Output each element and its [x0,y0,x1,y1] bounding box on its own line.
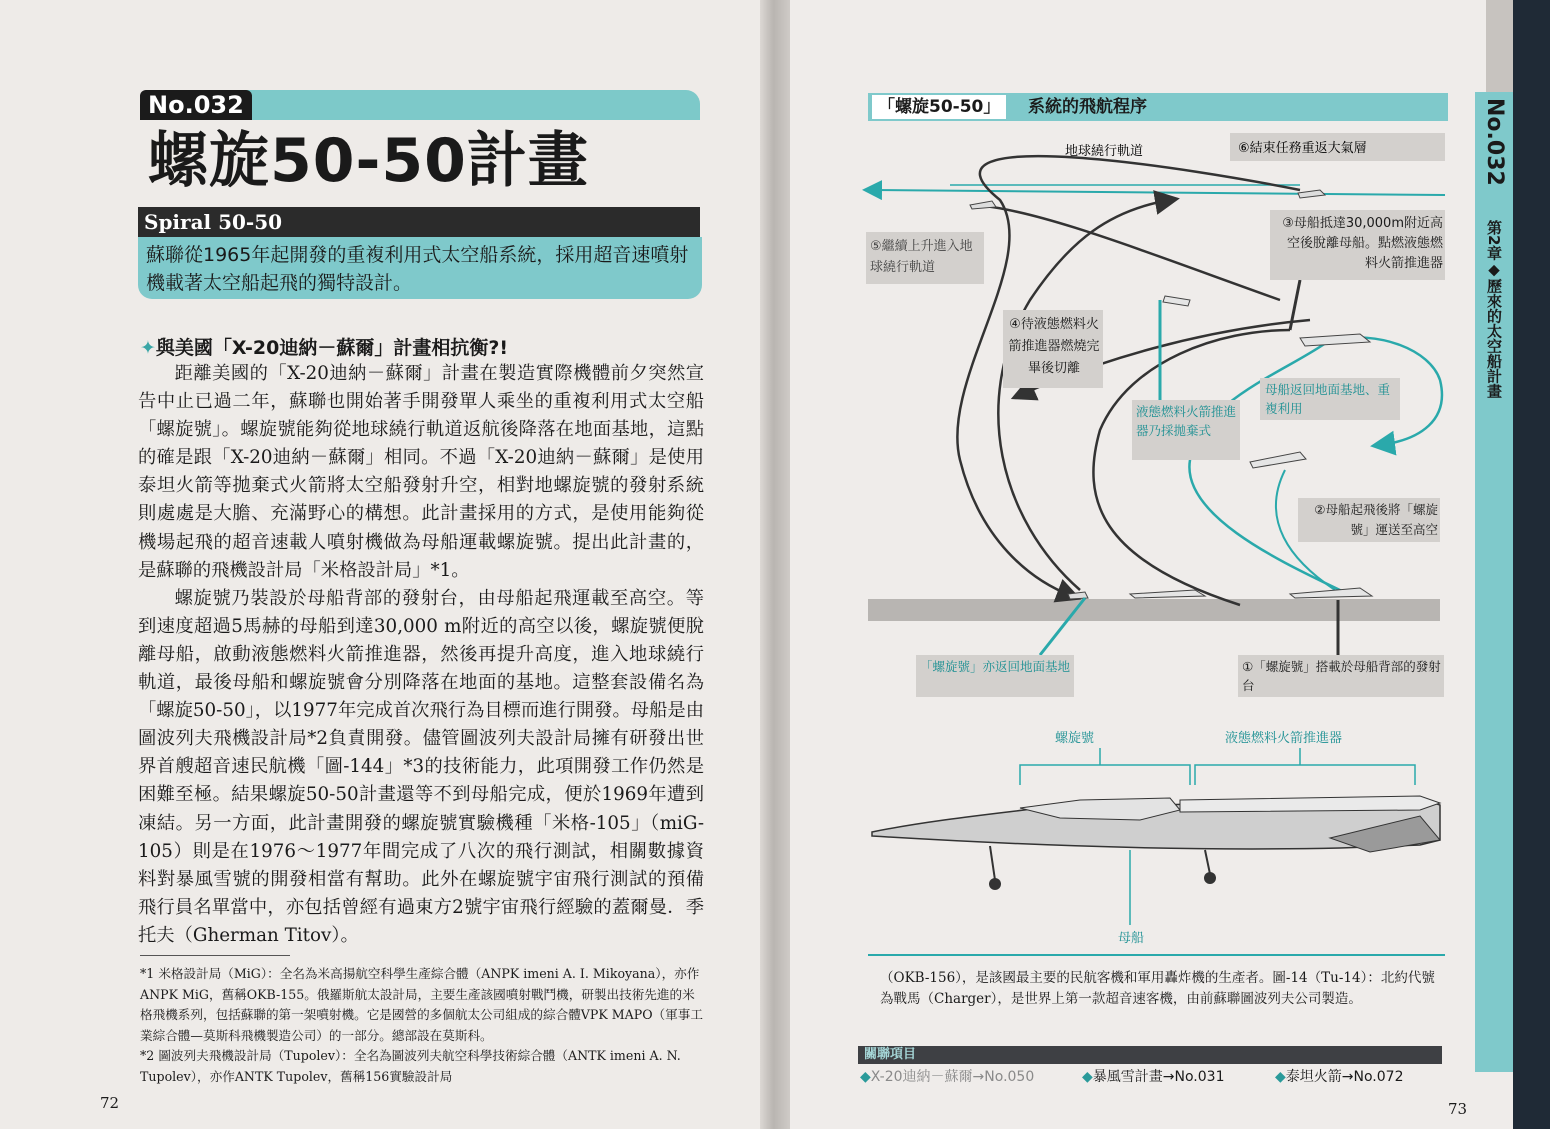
step4-label: ④待液態燃料火箭推進器燃燒完畢後切離 [1008,317,1100,376]
book-gutter [760,0,790,1129]
related-item[interactable]: ◆暴風雪計畫→No.031 [1082,1069,1225,1085]
body-text [138,360,704,950]
landing-gear [990,846,995,880]
english-subtitle: Spiral 50-50 [144,210,283,234]
part-booster-label: 液態燃料火箭推進器 [1225,731,1343,746]
footnote: *2 圖波列夫飛機設計局（Tupolev）：全名為圖波列夫航空科學技術綜合體（ANTK imeni A. N. Tupolev），亦作ANTK Tupolev，舊稱156實驗設計局 [140,1048,681,1084]
spiral-return-label: 「螺旋號」亦返回地面基地 [920,659,1071,674]
diamond-icon: ◆ [1082,1069,1093,1085]
booster-label: 液態燃料火箭推進器乃採拋棄式 [1136,404,1237,438]
book-edge [1513,0,1550,1129]
summary-box: 蘇聯從1965年起開發的重複利用式太空船系統，採用超音速噴射機載著太空船起飛的獨特設計。 [138,237,702,299]
section-heading-text: 與美國「X-20迪納－蘇爾」計畫相抗衡?! [155,337,509,359]
part-spiral-label: 螺旋號 [1055,731,1095,746]
paragraph: 螺旋號乃裝設於母船背部的發射台，由母船起飛運載至高空。等到速度超過5馬赫的母船到達30,000 m附近的高空以後，螺旋號便脫離母船，啟動液態燃料火箭推進器，然後再提升高度，進入地球繞行軌道，最後母船和螺旋號會分別降落在地面的基地。這整套設備名為「螺旋50-50」，以1977年完成首次飛行為目標而進行開發。母船是由圖波列夫飛機設計局*2負責開發。儘管圖波列夫設計局擁有研發出世界首艘超音速民航機「圖-144」*3的技術能力，此項開發工作仍然是困難至極。結果螺旋50-50計畫還等不到母船完成，便於1969年遭到凍結。另一方面，此計畫開發的螺旋號實驗機種「米格-105」（miG-105）則是在1976～1977年間完成了八次的飛行測試，相關數據資料對暴風雪號的開發相當有幫助。此外在螺旋號宇宙飛行測試的預備飛行員名單當中，亦包括曾經有過東方2號宇宙飛行經驗的蓋爾曼．季托夫（Gherman Titov）。 [138,587,704,946]
part-mother-label: 母船 [1118,931,1145,946]
landing-gear [1205,850,1210,874]
spiral-craft-icon [970,201,996,209]
orbit-label: 地球繞行軌道 [1065,144,1144,159]
spiral-craft-icon [1068,592,1088,599]
step1-label: ①「螺旋號」搭載於母船背部的發射台 [1242,659,1441,693]
mothership-icon [1250,452,1306,468]
spiral-craft-icon [1298,190,1325,198]
step2-label: ②母船起飛後將「螺旋號」運送至高空 [1314,502,1438,537]
mothership-icon [1130,590,1205,598]
step3-label: ③母船抵達30,000m附近高空後脫離母船。點燃液態燃料火箭推進器 [1282,216,1443,271]
trajectory-ascent [998,200,1170,590]
trajectory-reentry [1093,330,1290,605]
booster-side-icon [1180,796,1440,812]
side-tab-chapter: 第2章◆歷來的太空船計畫 [1485,220,1503,399]
related-heading: 關聯項目 [864,1047,917,1062]
orbit-line [870,190,1445,195]
related-item[interactable]: ◆泰坦火箭→No.072 [1275,1069,1404,1085]
diamond-icon: ✦ [140,337,156,359]
number-badge: No.032 [140,90,252,120]
diagram-title-bar [868,93,1448,121]
step6-label: ⑥結束任務重返大氣層 [1238,141,1367,156]
ground-strip [868,599,1440,621]
step5-label: ⑤繼續上升進入地球繞行軌道 [870,239,973,275]
booster-icon [1163,296,1190,306]
mothership-path [1189,337,1442,595]
wheel-icon [989,878,1001,890]
related-heading-bar [858,1046,1442,1064]
page-title: 螺旋50-50計畫 [148,126,589,196]
diamond-icon: ◆ [860,1069,871,1085]
footnotes [140,964,705,1087]
mothership-icon [1290,588,1372,598]
section-heading [140,333,508,360]
side-tab-number: No.032 [1482,98,1507,186]
page-number-right: 73 [1448,1100,1468,1118]
diagram-title: 系統的飛航程序 [1028,97,1147,117]
flight-diagram [850,125,1460,965]
bracket-spiral [1020,765,1190,785]
paragraph: 距離美國的「X-20迪納－蘇爾」計畫在製造實際機體前夕突然宣告中止已過二年，蘇聯也開始著手開發單人乘坐的重複利用式太空船「螺旋號」。螺旋號能夠從地球繞行軌道返航後降落在地面基地，這點的確是跟「X-20迪納－蘇爾」相同。不過「X-20迪納－蘇爾」是使用泰坦火箭等拋棄式火箭將太空船發射升空，相對地螺旋號的發射系統則處處是大膽、充滿野心的構想。此計畫採用的方式，是使用能夠從機場起飛的超音速載人噴射機做為母船運載螺旋號。提出此計畫的，是蘇聯的飛機設計局「米格設計局」*1。 [138,363,704,581]
diagram-title-highlight: 「螺旋50-50」 [872,95,1006,119]
footnote-rule [140,955,290,956]
wheel-icon [1204,872,1216,884]
related-item[interactable]: ◆X-20迪納－蘇爾→No.050 [860,1069,1035,1085]
diamond-icon: ◆ [1275,1069,1286,1085]
trajectory-orbit-entry [975,205,1280,300]
continued-footnote: （OKB-156），是該國最主要的民航客機和軍用轟炸機的生產者。圖-14（Tu-14）：北約代號為戰馬（Charger），是世界上第一款超音速客機，由前蘇聯圖波列夫公司製造。 [880,970,1435,1007]
mothership-icon [1300,334,1370,346]
title-tab-band [238,90,700,120]
edge-shadow [1486,0,1513,92]
mother-return-label: 母船返回地面基地、重複利用 [1265,382,1391,416]
english-subtitle-bar [138,207,700,237]
page-number-left: 72 [100,1094,120,1112]
bracket-booster [1195,765,1415,785]
footnote: *1 米格設計局（MiG）：全名為米高揚航空科學生產綜合體（ANPK imeni A. I. Mikoyana），亦作ANPK MiG，舊稱OKB-155。俄羅斯航太設計局，主要生產該國噴射戰鬥機，研製出技術先進的米格飛機系列，包括蘇聯的第一架噴射機。它是國營的多個航太公司組成的綜合體VPK MAPO（軍事工業綜合體—莫斯科飛機製造公司）的一部分。總部設在莫斯科。 [140,966,703,1043]
